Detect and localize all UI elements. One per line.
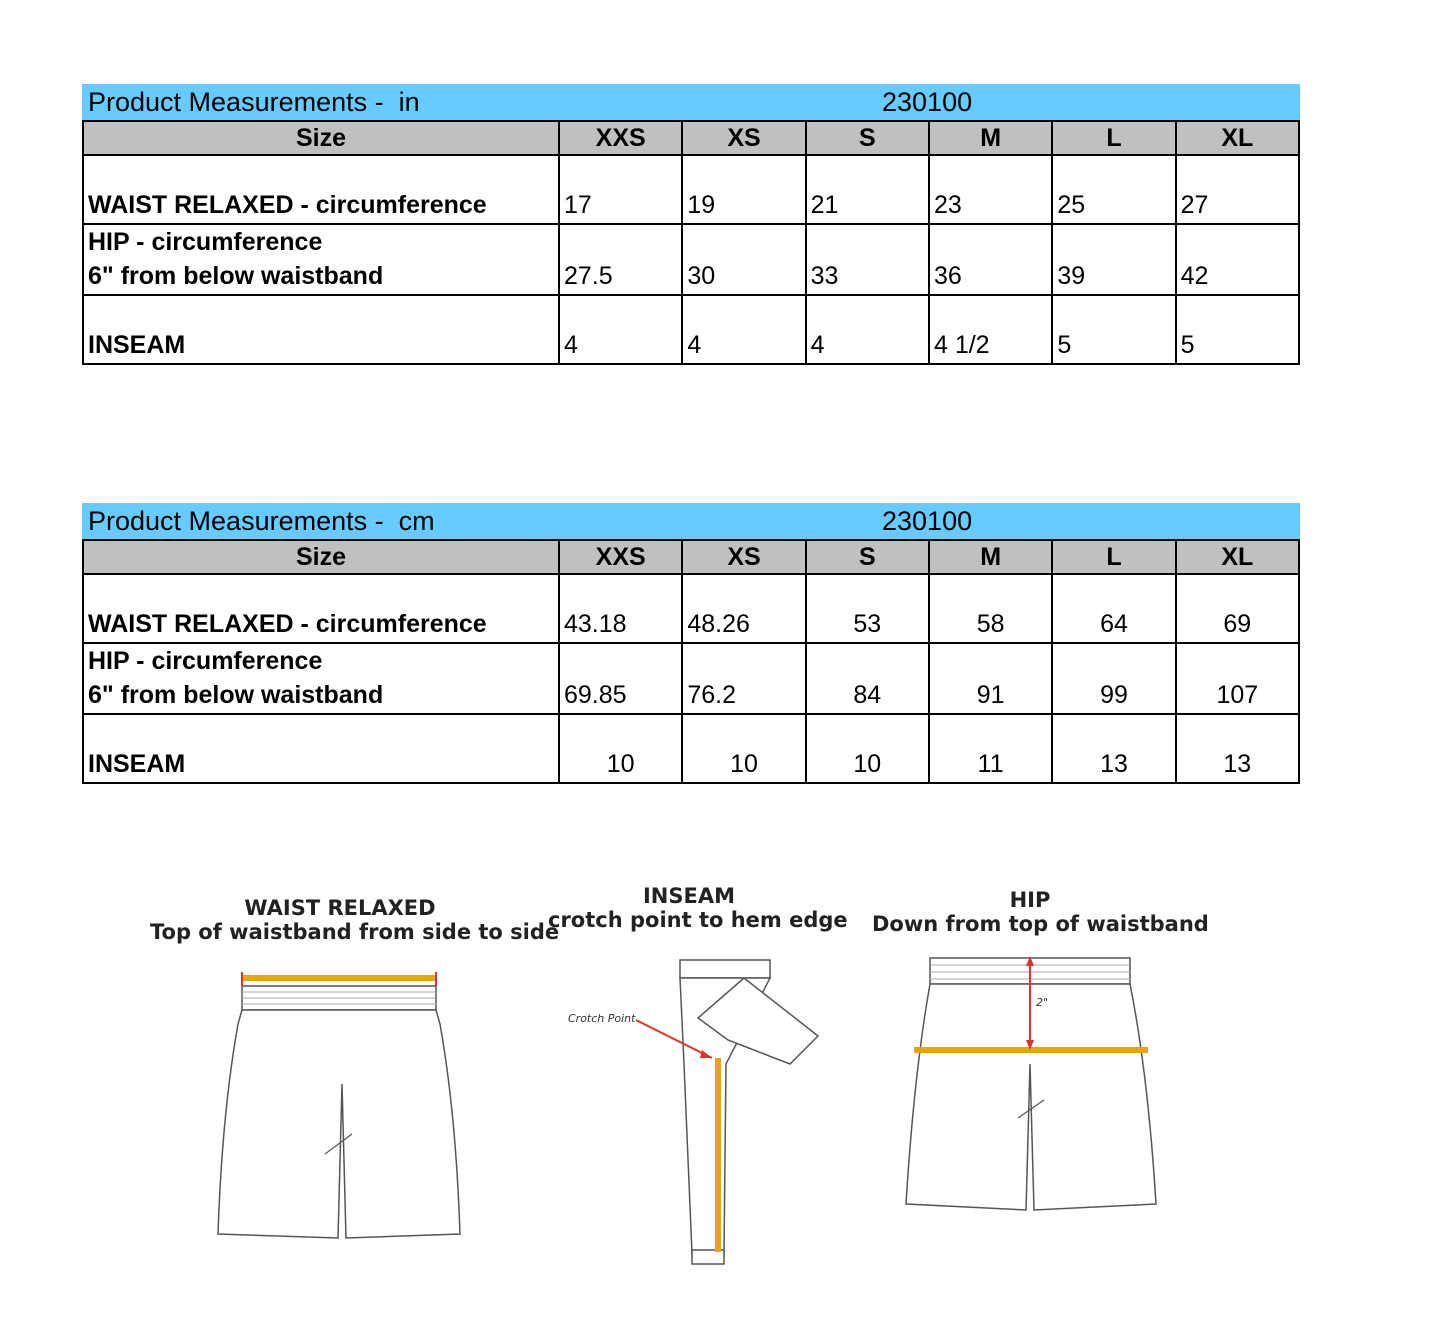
cell-value: 19 [682, 155, 805, 224]
size-header: Size [83, 121, 559, 155]
inseam-diagram-subtitle: crotch point to hem edge [548, 908, 848, 932]
table-title-bar [82, 503, 1300, 539]
cell-value: 107 [1176, 643, 1299, 714]
size-l: L [1052, 121, 1175, 155]
style-number: 230100 [882, 506, 973, 536]
cell-value: 84 [806, 643, 929, 714]
hip-diagram-subtitle: Down from top of waistband [872, 912, 1209, 936]
crotch-point-label: Crotch Point [568, 1012, 636, 1025]
cell-value: 13 [1052, 714, 1175, 783]
measurements-grid [82, 120, 1300, 365]
size-xxs: XXS [559, 121, 682, 155]
cell-value: 58 [929, 574, 1052, 643]
waist-diagram-title: WAIST RELAXED [244, 896, 436, 920]
cell-value: 10 [682, 714, 805, 783]
table-row-hip [83, 643, 1299, 714]
measurements-table-cm [82, 503, 1300, 784]
size-xxs: XXS [559, 540, 682, 574]
inseam-diagram-title: INSEAM [642, 884, 735, 908]
cell-value: 17 [559, 155, 682, 224]
cell-value: 69.85 [559, 643, 682, 714]
size-xs: XS [682, 540, 805, 574]
hip-diagram-title: HIP [1009, 888, 1051, 912]
cell-value: 43.18 [559, 574, 682, 643]
cell-value: 23 [929, 155, 1052, 224]
size-l: L [1052, 540, 1175, 574]
table-row-inseam [83, 714, 1299, 783]
cell-value: 53 [806, 574, 929, 643]
table-title: Product Measurements - in [88, 87, 420, 117]
cell-value: 39 [1052, 224, 1175, 295]
size-s: S [806, 540, 929, 574]
size-header: Size [83, 540, 559, 574]
measurements-table-inches [82, 84, 1300, 365]
cell-value: 13 [1176, 714, 1299, 783]
pants-side-illustration [548, 954, 830, 1274]
row-label: WAIST RELAXED - circumference [83, 155, 559, 224]
cell-value: 21 [806, 155, 929, 224]
waist-diagram-subtitle: Top of waistband from side to side [150, 920, 560, 944]
cell-value: 42 [1176, 224, 1299, 295]
row-label: WAIST RELAXED - circumference [83, 574, 559, 643]
table-title: Product Measurements - cm [88, 506, 435, 536]
measurements-grid [82, 539, 1300, 784]
size-m: M [929, 540, 1052, 574]
cell-value: 64 [1052, 574, 1175, 643]
cell-value: 48.26 [682, 574, 805, 643]
cell-value: 4 [806, 295, 929, 364]
row-label: HIP - circumference 6" from below waistband [83, 224, 559, 295]
cell-value: 5 [1052, 295, 1175, 364]
header-row [83, 121, 1299, 155]
cell-value: 30 [682, 224, 805, 295]
waist-diagram [150, 896, 560, 1256]
header-row [83, 540, 1299, 574]
cell-value: 10 [806, 714, 929, 783]
size-xs: XS [682, 121, 805, 155]
size-xl: XL [1176, 121, 1299, 155]
cell-value: 99 [1052, 643, 1175, 714]
row-label: INSEAM [83, 295, 559, 364]
shorts-front-illustration [150, 964, 530, 1264]
cell-value: 36 [929, 224, 1052, 295]
table-row-waist [83, 574, 1299, 643]
cell-value: 4 [682, 295, 805, 364]
inseam-diagram [548, 884, 848, 1274]
cell-value: 25 [1052, 155, 1175, 224]
cell-value: 27.5 [559, 224, 682, 295]
table-row-waist [83, 155, 1299, 224]
size-s: S [806, 121, 929, 155]
cell-value: 27 [1176, 155, 1299, 224]
table-row-inseam [83, 295, 1299, 364]
row-label: INSEAM [83, 714, 559, 783]
cell-value: 33 [806, 224, 929, 295]
size-xl: XL [1176, 540, 1299, 574]
cell-value: 91 [929, 643, 1052, 714]
cell-value: 76.2 [682, 643, 805, 714]
shorts-hip-illustration [872, 954, 1188, 1224]
cell-value: 4 [559, 295, 682, 364]
cell-value: 10 [559, 714, 682, 783]
size-m: M [929, 121, 1052, 155]
style-number: 230100 [882, 87, 973, 117]
hip-mark-label: 2" [1036, 996, 1049, 1009]
table-row-hip [83, 224, 1299, 295]
cell-value: 4 1/2 [929, 295, 1052, 364]
row-label: HIP - circumference 6" from below waistband [83, 643, 559, 714]
table-title-bar [82, 84, 1300, 120]
hip-diagram [872, 888, 1209, 1228]
cell-value: 69 [1176, 574, 1299, 643]
cell-value: 5 [1176, 295, 1299, 364]
cell-value: 11 [929, 714, 1052, 783]
